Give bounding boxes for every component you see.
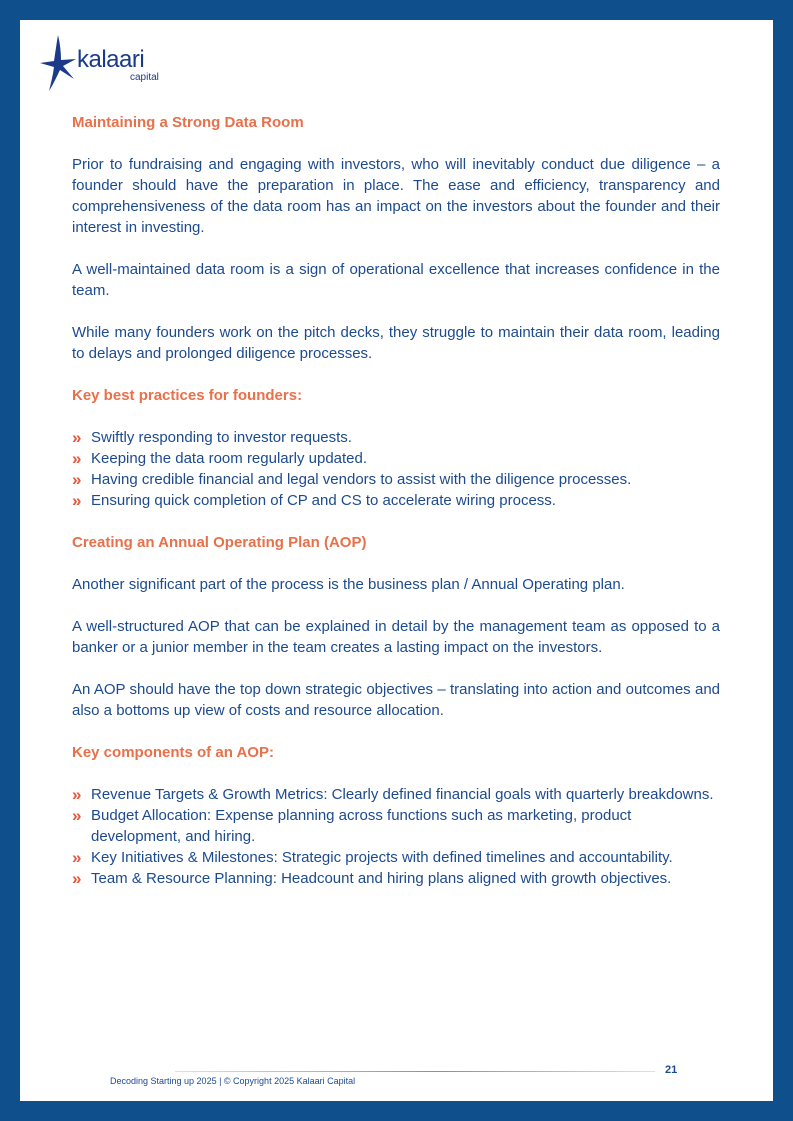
chevron-right-icon: »	[72, 428, 80, 447]
list-item	[72, 868, 720, 889]
section-heading-data-room: Maintaining a Strong Data Room	[72, 114, 304, 131]
paragraph: An AOP should have the top down strategic objectives – translating into action and outcomes and also a bottoms up view of costs and resource allocation.	[72, 681, 720, 719]
list-item	[72, 805, 720, 847]
chevron-right-icon: »	[72, 491, 80, 510]
list-item	[72, 469, 720, 490]
paragraph: A well-maintained data room is a sign of operational excellence that increases confidence in the team.	[72, 261, 720, 299]
chevron-right-icon: »	[72, 869, 80, 888]
chevron-right-icon: »	[72, 806, 80, 825]
kalaari-logo	[32, 33, 162, 93]
document-page	[20, 20, 773, 1101]
section-heading-components: Key components of an AOP:	[72, 744, 274, 761]
section-heading-best-practices: Key best practices for founders:	[72, 387, 303, 404]
list-item-text: Budget Allocation: Expense planning across functions such as marketing, product development, and hiring.	[91, 807, 632, 845]
list-item	[72, 427, 720, 448]
list-item	[72, 784, 720, 805]
chevron-right-icon: »	[72, 785, 80, 804]
footer-copyright: Decoding Starting up 2025 | © Copyright 2025 Kalaari Capital	[110, 1076, 356, 1086]
paragraph: Prior to fundraising and engaging with investors, who will inevitably conduct due diligence – a founder should have the preparation in place. The ease and efficiency, transparency and comprehensiveness of the data room has an impact on the investors about the founder and their interest in investing.	[72, 156, 720, 236]
logo-subtitle: capital	[130, 72, 159, 83]
paragraph: While many founders work on the pitch decks, they struggle to maintain their data room, leading to delays and prolonged diligence processes.	[72, 324, 720, 362]
page-number: 21	[665, 1064, 678, 1076]
list-item-text: Key Initiatives & Milestones: Strategic projects with defined timelines and accountability.	[91, 849, 673, 866]
chevron-right-icon: »	[72, 449, 80, 468]
chevron-right-icon: »	[72, 848, 80, 867]
list-item	[72, 847, 720, 868]
list-item-text: Having credible financial and legal vendors to assist with the diligence processes.	[91, 471, 632, 488]
footer-divider	[175, 1071, 655, 1072]
section-heading-aop: Creating an Annual Operating Plan (AOP)	[72, 534, 367, 551]
list-item-text: Swiftly responding to investor requests.	[91, 429, 352, 446]
main-content	[72, 112, 720, 910]
list-item-text: Keeping the data room regularly updated.	[91, 450, 368, 467]
list-item	[72, 490, 720, 511]
list-item	[72, 448, 720, 469]
logo-wordmark: kalaari	[77, 46, 145, 73]
list-item-text: Revenue Targets & Growth Metrics: Clearly defined financial goals with quarterly breakdowns.	[91, 786, 714, 803]
paragraph: A well-structured AOP that can be explained in detail by the management team as opposed to a banker or a junior member in the team creates a lasting impact on the investors.	[72, 618, 720, 656]
list-item-text: Ensuring quick completion of CP and CS to accelerate wiring process.	[91, 492, 556, 509]
list-item-text: Team & Resource Planning: Headcount and hiring plans aligned with growth objectives.	[91, 870, 672, 887]
paragraph: Another significant part of the process is the business plan / Annual Operating plan.	[72, 576, 625, 593]
aop-components-list	[72, 784, 720, 889]
best-practices-list	[72, 427, 720, 511]
chevron-right-icon: »	[72, 470, 80, 489]
star-burst-icon	[32, 33, 82, 93]
